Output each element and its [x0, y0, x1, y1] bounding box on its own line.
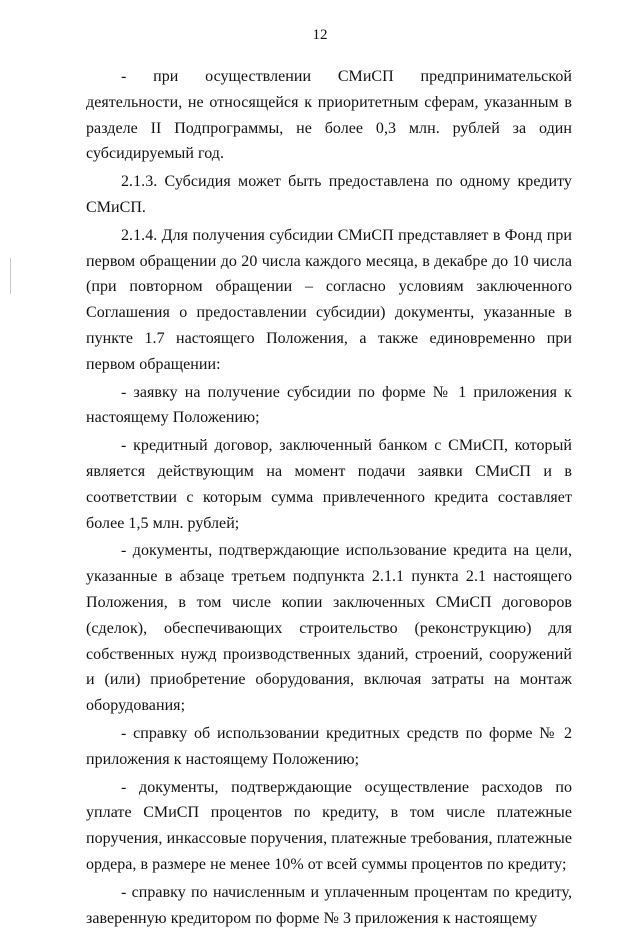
list-item-interest-payment-documents: - документы, подтверждающие осуществление расходов по уплате СМиСП процентов по кредиту, в том числе платежные поручения, инкассовые поручения, платежные требования, платежные ордера, в размере не менее 10% от всей суммы процентов по кредиту;: [86, 778, 572, 873]
scan-edge-mark: [10, 258, 11, 294]
document-body: [86, 64, 572, 931]
list-item-interest-certificate: - справку по начисленным и уплаченным процентам по кредиту, заверенную кредитором по форме № 3 приложения к настоящему: [86, 883, 572, 927]
list-item-credit-usage-certificate: - справку об использовании кредитных средств по форме № 2 приложения к настоящему Положению;: [86, 724, 572, 768]
paragraph-2-1-3: 2.1.3. Субсидия может быть предоставлена по одному кредиту СМиСП.: [86, 173, 572, 216]
page-number: 12: [312, 27, 328, 43]
paragraph-nonpriority-limit: - при осуществлении СМиСП предпринимательской деятельности, не относящейся к приоритетным сферам, указанным в разделе II Подпрограммы, не более 0,3 млн. рублей за один субсидируемый год.: [86, 68, 572, 163]
list-item-credit-usage-documents: - документы, подтверждающие использование кредита на цели, указанные в абзаце третьем подпункта 2.1.1 пункта 2.1 настоящего Положения, в том числе копии заключенных СМиСП договоров (сделок), обеспечивающих строительство (реконструкцию) для собственных нужд производственных зданий, строений, сооружений и (или) приобретение оборудования, включая затраты на монтаж оборудования;: [86, 542, 572, 715]
list-item-application: - заявку на получение субсидии по форме № 1 приложения к настоящему Положению;: [86, 383, 572, 427]
paragraph-2-1-4: 2.1.4. Для получения субсидии СМиСП представляет в Фонд при первом обращении до 20 числа каждого месяца, в декабре до 10 числа (при повторном обращении – согласно условиям заключенного Соглашения о предоставлении субсидии) документы, указанные в пункте 1.7 настоящего Положения, а также единовременно при первом обращении:: [86, 226, 572, 373]
list-item-credit-agreement: - кредитный договор, заключенный банком с СМиСП, который является действующим на момент подачи заявки СМиСП и в соответствии с которым сумма привлеченного кредита составляет более 1,5 млн. рублей;: [86, 437, 572, 532]
